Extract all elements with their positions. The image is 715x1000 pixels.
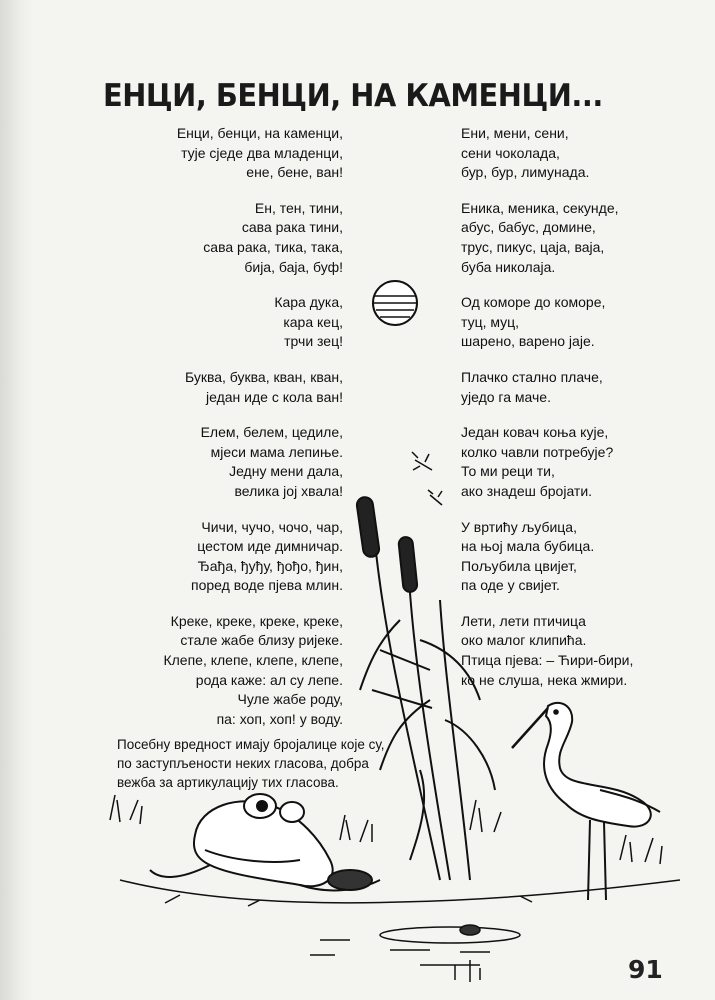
poem-line: Један ковач коња кује, [461,424,609,441]
left-poem-column [163,124,343,745]
stork-icon [512,703,660,900]
frog-icon [150,794,380,890]
poem-line: поред воде пјева млин. [191,577,343,594]
poem-line: бија, баја, буф! [244,258,343,275]
poem-line: Буква, буква, кван, кван, [184,368,343,385]
poem-line: стале жабе близу ријеке. [180,632,343,649]
poem-stanza [163,199,343,277]
poem-line: сава рака тини, [241,219,343,236]
grass-icon [110,795,680,906]
poem-line: ене, бене, ван! [246,164,343,181]
poem-line: Једну мени дала, [229,463,343,480]
poem-stanza [163,612,343,730]
poem-line: ако знадеш бројати. [461,482,593,499]
poem-line: тује сједе два младенци, [181,144,343,161]
poem-line: бур, бур, лимунада. [461,164,590,181]
poem-line: шарено, варено јаје. [461,333,595,350]
poem-line: Креке, креке, креке, креке, [170,612,343,629]
poem-line: Пољубила цвијет, [461,557,577,574]
poem-line: сава рака, тика, така, [203,238,343,255]
poem-line: око малог клипића. [461,632,587,649]
poem-stanza [163,518,343,596]
poem-line: Ђађа, ђуђу, ђођо, ђин, [197,557,343,574]
poem-stanza [163,124,343,183]
poem-stanza [461,124,633,183]
poem-line: велика јој хвала! [234,482,343,499]
poem-line: абус, бабус, домине, [461,219,596,236]
poem-line: Лети, лети птичица [461,612,586,629]
poem-line: трус, пикус, цаја, ваја, [461,238,605,255]
poem-line: цестом иде димничар. [197,538,343,555]
poem-line: Од коморе до коморе, [461,294,606,311]
poem-line: Чуле жабе роду, [237,691,343,708]
poem-line: буба николаја. [461,258,556,275]
poem-line: Елем, белем, цедиле, [200,424,343,441]
poem-stanza [461,518,633,596]
page-gutter-shadow [0,0,34,1000]
poem-line: кара кец, [283,313,343,330]
poem-stanza [163,423,343,501]
poem-line: мјеси мама лепиње. [210,443,343,460]
poem-line: један иде с кола ван! [205,388,343,405]
right-poem-column [461,124,633,706]
poem-stanza [163,368,343,407]
sun-icon [373,281,417,325]
poem-line: ко не слуша, нека жмири. [461,671,628,688]
poem-line: колко чавли потребује? [461,443,614,460]
dragonfly-icon [412,452,442,505]
poem-line: Клепе, клепе, клепе, клепе, [163,652,343,669]
poem-line: сени чоколада, [461,144,560,161]
poem-line: Кара дука, [274,294,343,311]
poem-line: трчи зец! [284,333,343,350]
poem-line: Ени, мени, сени, [461,125,569,141]
page-title: ЕНЦИ, БЕНЦИ, НА КАМЕНЦИ... [103,78,603,114]
poem-line: па: хоп, хоп! у воду. [216,710,343,727]
poem-stanza [163,293,343,352]
poem-line: па оде у свијет. [461,577,560,594]
poem-line: уједо га маче. [461,388,551,405]
footnote-text: Посебну вредност имају бројалице које су, по заступљености неких гласова, добра вежба за артикулацију тих гласова. [117,737,385,790]
poem-line: Енци, бенци, на каменци, [176,125,343,141]
poem-stanza [461,368,633,407]
poem-line: на њој мала бубица. [461,538,595,555]
poem-line: Птица пјева: – Ћири-бири, [461,652,634,669]
water-ripples-icon [310,925,520,982]
page-number: 91 [628,955,663,984]
poem-line: туц, муц, [461,313,520,330]
poem-stanza [461,612,633,690]
poem-line: Ен, тен, тини, [254,199,343,216]
poem-stanza [461,199,633,277]
poem-line: Плачко стално плаче, [461,368,603,385]
poem-line: Чичи, чучо, чочо, чар, [201,518,343,535]
poem-line: Еника, меника, секунде, [461,199,619,216]
poem-line: рода каже: ал су лепе. [195,671,343,688]
poem-stanza [461,423,633,501]
poem-line: То ми реци ти, [461,463,555,480]
poem-stanza [461,293,633,352]
poem-line: У вртићу љубица, [461,518,577,535]
